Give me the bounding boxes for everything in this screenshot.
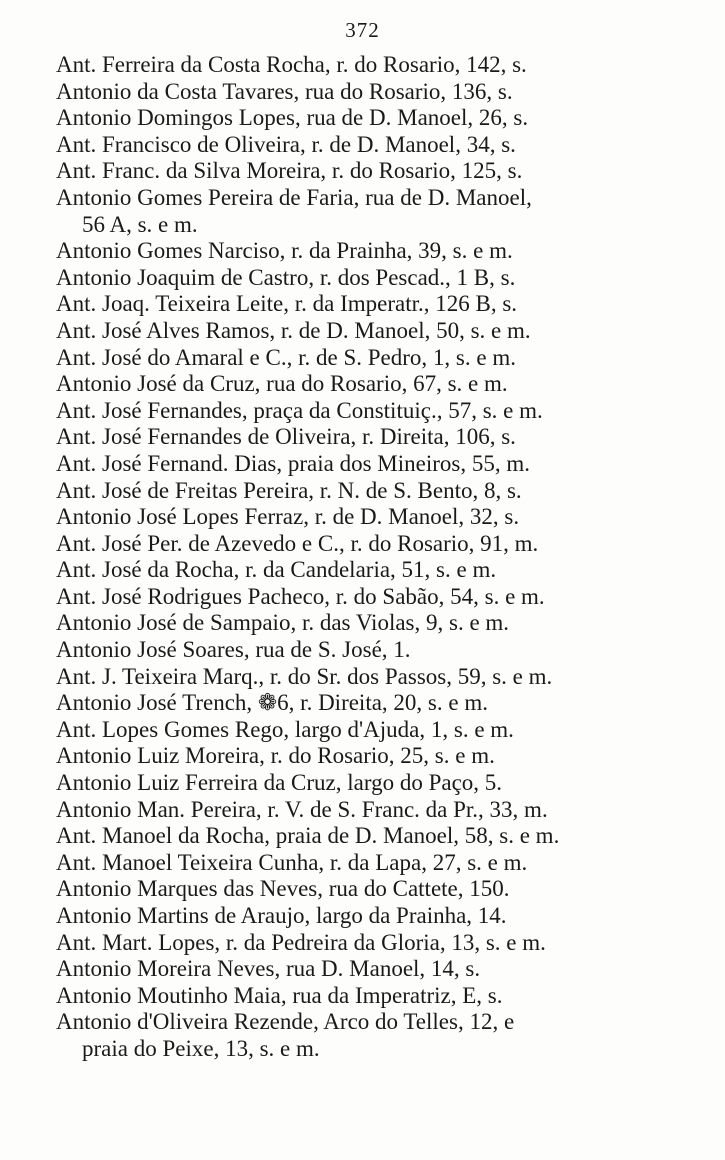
directory-entry <box>56 451 656 478</box>
directory-entry <box>56 717 656 744</box>
entry-text: Antonio José Trench, ❁6, r. Direita, 20, s. e m. <box>56 690 488 716</box>
entry-text: Ant. Lopes Gomes Rego, largo d'Ajuda, 1, s. e m. <box>56 716 514 742</box>
entry-text: Ant. José Fernand. Dias, praia dos Mineiros, 55, m. <box>56 450 530 476</box>
directory-entry <box>56 610 656 637</box>
entry-text: Antonio da Costa Tavares, rua do Rosario, 136, s. <box>56 78 513 104</box>
entry-text: Ant. José Alves Ramos, r. de D. Manoel, 50, s. e m. <box>56 317 531 343</box>
directory-entries-list <box>56 52 656 1063</box>
directory-entry <box>56 823 656 850</box>
directory-entry <box>56 557 656 584</box>
entry-text: Antonio Moutinho Maia, rua da Imperatriz, E, s. <box>56 982 503 1008</box>
directory-entry <box>56 371 656 398</box>
directory-entry <box>56 424 656 451</box>
directory-entry <box>56 1009 656 1062</box>
directory-entry <box>56 185 656 238</box>
directory-entry <box>56 132 656 159</box>
entry-text: Antonio José da Cruz, rua do Rosario, 67, s. e m. <box>56 371 508 397</box>
entry-text: Antonio Gomes Pereira de Faria, rua de D. Manoel, <box>56 184 532 210</box>
directory-entry <box>56 850 656 877</box>
entry-text: Antonio Gomes Narciso, r. da Prainha, 39, s. e m. <box>56 238 513 264</box>
entry-text: Antonio Domingos Lopes, rua de D. Manoel, 26, s. <box>56 105 529 131</box>
entry-text: Ant. Mart. Lopes, r. da Pedreira da Gloria, 13, s. e m. <box>56 929 546 955</box>
entry-text: Ant. José do Amaral e C., r. de S. Pedro, 1, s. e m. <box>56 344 516 370</box>
entry-text: Antonio Marques das Neves, rua do Cattete, 150. <box>56 876 510 902</box>
page-number: 372 <box>345 18 380 42</box>
directory-entry <box>56 318 656 345</box>
entry-text: Ant. José Rodrigues Pacheco, r. do Sabão, 54, s. e m. <box>56 583 545 609</box>
entry-text: Antonio Luiz Moreira, r. do Rosario, 25, s. e m. <box>56 743 495 769</box>
directory-entry <box>56 956 656 983</box>
entry-text: Ant. José Per. de Azevedo e C., r. do Rosario, 91, m. <box>56 530 539 556</box>
directory-entry <box>56 79 656 106</box>
entry-text: Antonio José Lopes Ferraz, r. de D. Manoel, 32, s. <box>56 504 520 530</box>
directory-entry <box>56 398 656 425</box>
directory-entry <box>56 52 656 79</box>
directory-entry <box>56 345 656 372</box>
entry-continuation: 56 A, s. e m. <box>82 211 198 237</box>
entry-text: Antonio Luiz Ferreira da Cruz, largo do Paço, 5. <box>56 770 503 796</box>
entry-continuation: praia do Peixe, 13, s. e m. <box>82 1035 320 1061</box>
entry-text: Ant. Francisco de Oliveira, r. de D. Manoel, 34, s. <box>56 131 516 157</box>
entry-text: Antonio Moreira Neves, rua D. Manoel, 14, s. <box>56 956 481 982</box>
entry-text: Ant. Ferreira da Costa Rocha, r. do Rosario, 142, s. <box>56 52 527 77</box>
directory-entry <box>56 903 656 930</box>
entry-text: Ant. José da Rocha, r. da Candelaria, 51, s. e m. <box>56 557 497 583</box>
directory-entry <box>56 291 656 318</box>
directory-entry <box>56 158 656 185</box>
directory-entry <box>56 637 656 664</box>
directory-entry <box>56 930 656 957</box>
entry-text: Ant. Franc. da Silva Moreira, r. do Rosario, 125, s. <box>56 158 523 184</box>
entry-text: Antonio d'Oliveira Rezende, Arco do Telles, 12, e <box>56 1009 515 1035</box>
directory-entry <box>56 265 656 292</box>
entry-text: Antonio Man. Pereira, r. V. de S. Franc. da Pr., 33, m. <box>56 796 548 822</box>
entry-text: Ant. Manoel Teixeira Cunha, r. da Lapa, 27, s. e m. <box>56 849 528 875</box>
directory-entry <box>56 743 656 770</box>
directory-entry <box>56 983 656 1010</box>
entry-text: Antonio Joaquim de Castro, r. dos Pescad., 1 B, s. <box>56 264 516 290</box>
directory-entry <box>56 690 656 717</box>
directory-entry <box>56 770 656 797</box>
directory-entry <box>56 876 656 903</box>
entry-text: Ant. Manoel da Rocha, praia de D. Manoel, 58, s. e m. <box>56 823 560 849</box>
entry-text: Ant. Joaq. Teixeira Leite, r. da Imperatr., 126 B, s. <box>56 291 518 317</box>
directory-entry <box>56 238 656 265</box>
directory-entry <box>56 105 656 132</box>
entry-text: Ant. José Fernandes, praça da Constituiç., 57, s. e m. <box>56 397 543 423</box>
entry-text: Antonio José Soares, rua de S. José, 1. <box>56 637 411 663</box>
directory-entry <box>56 797 656 824</box>
entry-text: Antonio Martins de Araujo, largo da Prainha, 14. <box>56 903 507 928</box>
directory-entry <box>56 584 656 611</box>
entry-text: Ant. José Fernandes de Oliveira, r. Direita, 106, s. <box>56 424 516 450</box>
directory-entry <box>56 478 656 505</box>
directory-entry <box>56 664 656 691</box>
entry-text: Ant. J. Teixeira Marq., r. do Sr. dos Passos, 59, s. e m. <box>56 663 553 689</box>
entry-text: Antonio José de Sampaio, r. das Violas, 9, s. e m. <box>56 610 510 636</box>
entry-text: Ant. José de Freitas Pereira, r. N. de S. Bento, 8, s. <box>56 477 522 503</box>
directory-entry <box>56 504 656 531</box>
directory-entry <box>56 531 656 558</box>
